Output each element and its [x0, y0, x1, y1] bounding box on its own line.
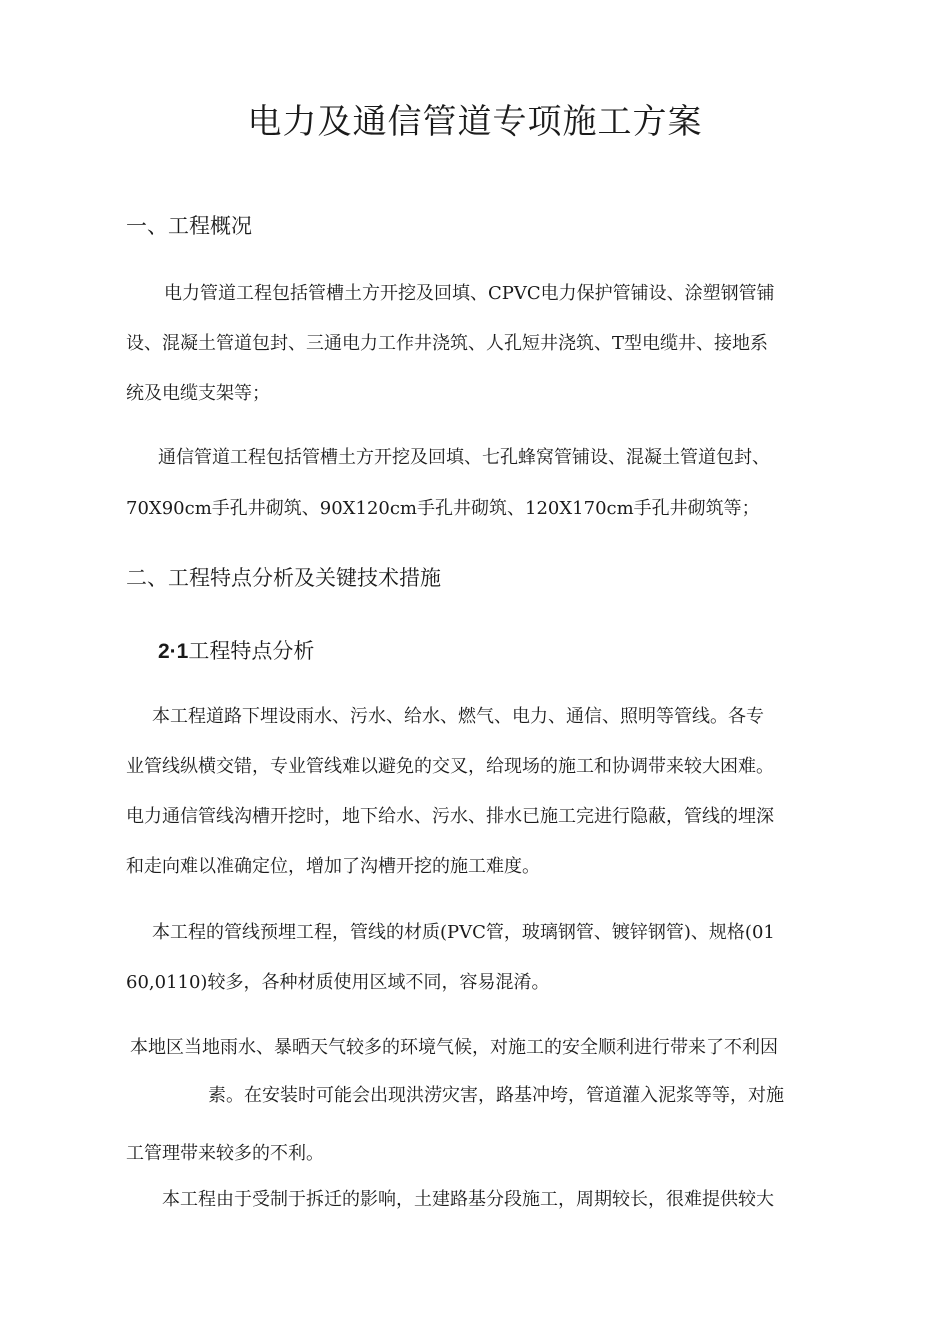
paragraph-line: 统及电缆支架等；	[126, 383, 270, 404]
paragraph-line: 设、混凝土管道包封、三通电力工作井浇筑、人孔短井浇筑、T型电缆井、接地系	[126, 333, 769, 354]
paragraph-line: 电力通信管线沟槽开挖时，地下给水、污水、排水已施工完进行隐蔽，管线的埋深	[126, 806, 774, 827]
subsection-number: 2·1	[158, 640, 189, 663]
paragraph-line: 素。在安装时可能会出现洪涝灾害，路基冲垮，管道灌入泥浆等等，对施	[208, 1085, 784, 1106]
section-2-heading: 二、工程特点分析及关键技术措施	[126, 566, 441, 590]
paragraph-line: 业管线纵横交错，专业管线难以避免的交叉，给现场的施工和协调带来较大困难。	[126, 756, 774, 777]
paragraph-line: 70X90cm手孔井砌筑、90X120cm手孔井砌筑、120X170cm手孔井砌筑等；	[126, 498, 760, 519]
paragraph-line: 本工程的管线预埋工程，管线的材质(PVC管，玻璃钢管、镀锌钢管)、规格(01	[152, 922, 775, 943]
subsection-title: 工程特点分析	[188, 639, 315, 663]
section-1-heading: 一、工程概况	[126, 214, 252, 238]
paragraph-line: 60,0110)较多，各种材质使用区域不同，容易混淆。	[126, 972, 550, 993]
paragraph-line: 本工程由于受制于拆迁的影响，土建路基分段施工，周期较长，很难提供较大	[162, 1189, 774, 1210]
subsection-2-1-heading	[158, 636, 314, 667]
paragraph-line: 通信管道工程包括管槽土方开挖及回填、七孔蜂窝管铺设、混凝土管道包封、	[158, 447, 770, 468]
paragraph-line: 工管理带来较多的不利。	[126, 1143, 324, 1164]
paragraph-line: 本工程道路下埋设雨水、污水、给水、燃气、电力、通信、照明等管线。各专	[152, 706, 764, 727]
paragraph-line: 本地区当地雨水、暴晒天气较多的环境气候，对施工的安全顺利进行带来了不利因	[130, 1037, 778, 1058]
document-title: 电力及通信管道专项施工方案	[247, 102, 703, 142]
paragraph-line: 和走向难以准确定位，增加了沟槽开挖的施工难度。	[126, 856, 540, 877]
paragraph-line: 电力管道工程包括管槽土方开挖及回填、CPVC电力保护管铺设、涂塑钢管铺	[164, 283, 775, 304]
